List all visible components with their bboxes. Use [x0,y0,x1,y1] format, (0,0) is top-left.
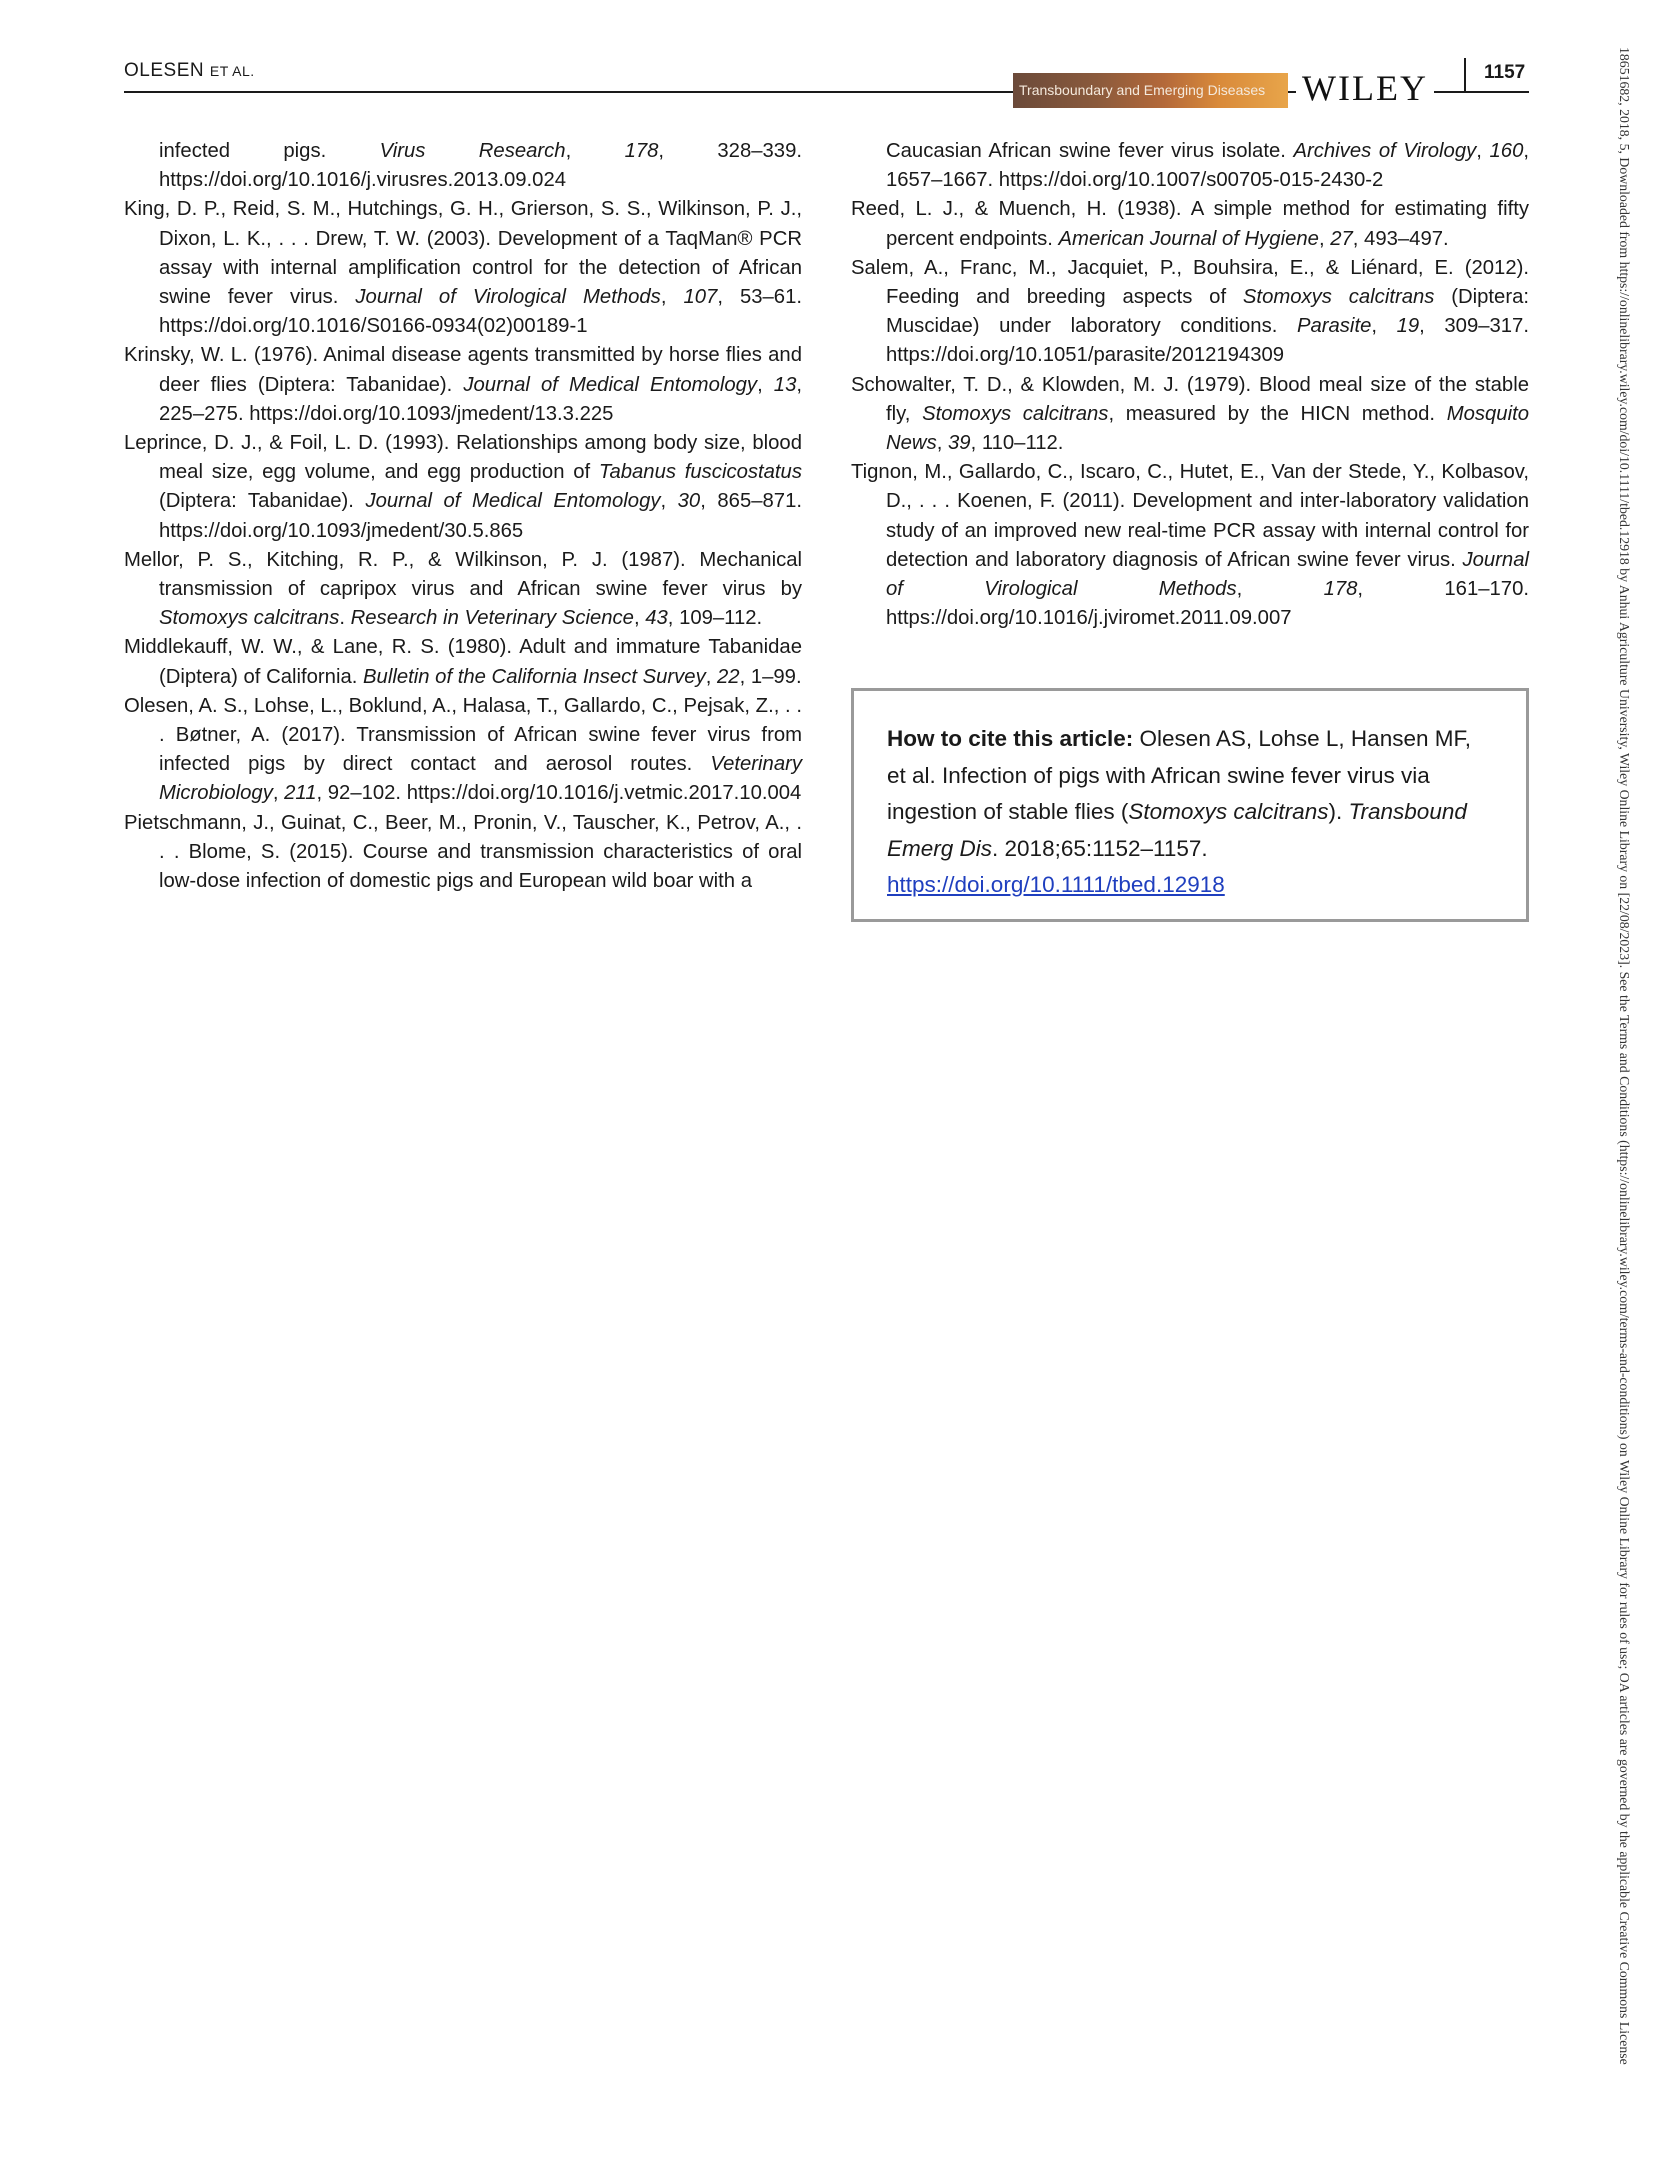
reference-krinsky-1976: Krinsky, W. L. (1976). Animal disease agents transmitted by horse flies and deer flies (Diptera: Tabanidae). Journal of Medical Entomology, 13, 225–275. https://doi.org/10.1093/jmedent/13.3.225 [124,344,802,425]
reference-reed-1938: Reed, L. J., & Muench, H. (1938). A simple method for estimating fifty percent endpoints. American Journal of Hygiene, 27, 493–497. [851,198,1529,250]
reference-schowalter-1979: Schowalter, T. D., & Klowden, M. J. (1979). Blood meal size of the stable fly, Stomoxys calcitrans, measured by the HICN method. Mosquito News, 39, 110–112. [851,373,1529,455]
publisher-logo: WILEY [1296,68,1434,108]
reference-king-2003: King, D. P., Reid, S. M., Hutchings, G. H., Grierson, S. S., Wilkinson, P. J., Dixon, L. K., . . . Drew, T. W. (2003). Development of a TaqMan® PCR assay with internal amplification control for the detection of African swine fever virus. Journal of Virological Methods, 107, 53–61. https://doi.org/10.1016/S0166-0934(02)00189-1 [124,198,802,338]
running-head-author: OLESEN [124,60,205,81]
citation-journal: Transbound Emerg Dis [887,799,1467,861]
reference-middlekauff-1980: Middlekauff, W. W., & Lane, R. S. (1980). Adult and immature Tabanidae (Diptera) of California. Bulletin of the California Insect Survey, 22, 1–99. [124,636,802,688]
citation-label: How to cite this article: [887,726,1134,751]
reference-olesen-2017: Olesen, A. S., Lohse, L., Boklund, A., Halasa, T., Gallardo, C., Pejsak, Z., . . . Bøtner, A. (2017). Transmission of African swine fever virus from infected pigs by direct contact and aerosol routes. Veterinary Microbiology, 211, 92–102. https://doi.org/10.1016/j.vetmic.2017.10.004 [124,694,802,805]
reference-pietschmann-2015: Pietschmann, J., Guinat, C., Beer, M., Pronin, V., Tauscher, K., Petrov, A., . . . Blome, S. (2015). Course and transmission characteristics of oral low-dose infection of domestic pigs and European wild boar with a [124,811,802,893]
running-head-etal: ET AL. [209,63,255,79]
citation-box: How to cite this article: Olesen AS, Lohse L, Hansen MF, et al. Infection of pigs with African swine fever virus via ingestion of stable flies (Stomoxys calcitrans). Transbound Emerg Dis. 2018;65:1152–1157. https://doi.org/10.1111/tbed.12918 [851,688,1529,922]
running-head-authors [124,60,255,82]
reference-leprince-1993: Leprince, D. J., & Foil, L. D. (1993). Relationships among body size, blood meal size, egg volume, and egg production of Tabanus fuscicostatus (Diptera: Tabanidae). Journal of Medical Entomology, 30, 865–871. https://doi.org/10.1093/jmedent/30.5.865 [124,432,802,542]
left-column [124,137,802,896]
reference-mellor-1987: Mellor, P. S., Kitching, R. P., & Wilkinson, P. J. (1987). Mechanical transmission of capripox virus and African swine fever virus by Stomoxys calcitrans. Research in Veterinary Science, 43, 109–112. [124,548,802,630]
right-column [851,137,1529,633]
reference-continued: infected pigs. Virus Research, 178, 328–339. https://doi.org/10.1016/j.virusres.2013.09.024 [159,140,802,192]
page-number: 1157 [1484,62,1526,83]
citation-species: Stomoxys calcitrans [1128,799,1329,824]
reference-tignon-2011: Tignon, M., Gallardo, C., Iscaro, C., Hutet, E., Van der Stede, Y., Kolbasov, D., . . . Koenen, F. (2011). Development and inter-laboratory validation study of an improved new real-time PCR assay with internal control for detection and laboratory diagnosis of African swine fever virus. Journal of Virological Methods, 178, 161–170. https://doi.org/10.1016/j.jviromet.2011.09.007 [851,461,1529,630]
header-divider [1464,58,1466,92]
reference-salem-2012: Salem, A., Franc, M., Jacquiet, P., Bouhsira, E., & Liénard, E. (2012). Feeding and breeding aspects of Stomoxys calcitrans (Diptera: Muscidae) under laboratory conditions. Parasite, 19, 309–317. https://doi.org/10.1051/parasite/2012194309 [851,256,1529,367]
journal-banner: Transboundary and Emerging Diseases [1013,73,1288,108]
download-side-note: 18651682, 2018, 5, Downloaded from https://onlinelibrary.wiley.com/doi/10.1111/tbed.12918 by Anhui Agriculture University, Wiley Online Library on [22/08/2023]. See the Terms and Conditions (https://onlinelibrary.wiley.com/terms-and-conditions) on Wiley Online Library for rules of use; OA articles are governed by the applicable Creative Commons License [1617,47,1632,2065]
citation-text: Olesen AS, Lohse L, Hansen MF, et al. Infection of pigs with African swine fever virus via ingestion of stable flies ( [887,726,1471,824]
citation-doi-link[interactable]: https://doi.org/10.1111/tbed.12918 [887,872,1225,897]
reference-continued: Caucasian African swine fever virus isolate. Archives of Virology, 160, 1657–1667. https://doi.org/10.1007/s00705-015-2430-2 [886,140,1529,192]
